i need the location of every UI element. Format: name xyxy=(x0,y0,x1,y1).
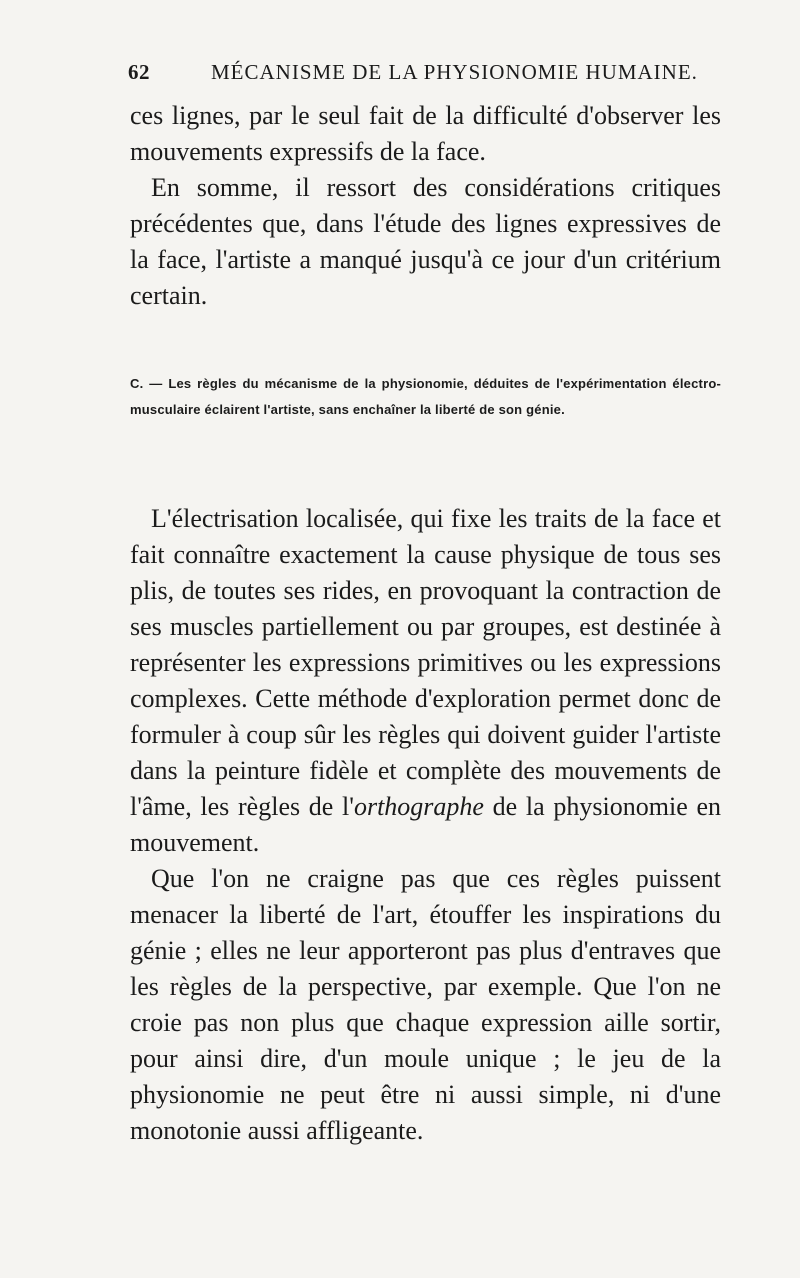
paragraph-electrisation xyxy=(130,501,721,861)
italic-term: orthographe xyxy=(353,792,484,821)
paragraph-liberte: Que l'on ne craigne pas que ces règles puissent menacer la liberté de l'art, étouffer les inspirations du génie ; elles ne leur apporteront pas plus d'entraves que les règles de la perspective, par exemple. Que l'on ne croie pas non plus que chaque expression aille sortir, pour ainsi dire, d'un moule unique ; le jeu de la physionomie ne peut être ni aussi simple, ni d'une monotonie aussi affligeante. xyxy=(130,864,721,1145)
page-number: 62 xyxy=(128,60,150,84)
running-title: MÉCANISME DE LA PHYSIONOMIE HUMAINE. xyxy=(211,60,698,84)
paragraph-electrisation-end: de la physionomie en mouvement. xyxy=(130,792,721,857)
paragraph-summary: En somme, il ressort des considérations critiques précédentes que, dans l'étude des lignes expressives de la face, l'artiste a manqué jusqu'à ce jour d'un critérium certain. xyxy=(130,173,721,310)
opening-paragraphs xyxy=(130,98,721,314)
section-heading: C. — Les règles du mécanisme de la physionomie, déduites de l'expérimentation électro-musculaire éclairent l'artiste, sans enchaîner la liberté de son génie. xyxy=(130,376,721,417)
page-header xyxy=(128,60,728,90)
paragraph-electrisation-text: L'électrisation localisée, qui fixe les traits de la face et fait connaître exactement la cause physique de tous ses plis, de toutes ses rides, en provoquant la contraction de ses muscles partiellement ou par groupes, est destinée à représenter les expressions primitives ou les expressions complexes. Cette méthode d'exploration permet donc de formuler à coup sûr les règles qui doivent guider l'artiste dans la peinture fidèle et complète des mouvements de l'âme, les règles de l' xyxy=(130,504,721,821)
paragraph-continuation: ces lignes, par le seul fait de la difficulté d'observer les mouvements expressifs de la face. xyxy=(130,101,721,166)
main-paragraphs xyxy=(130,501,721,1149)
